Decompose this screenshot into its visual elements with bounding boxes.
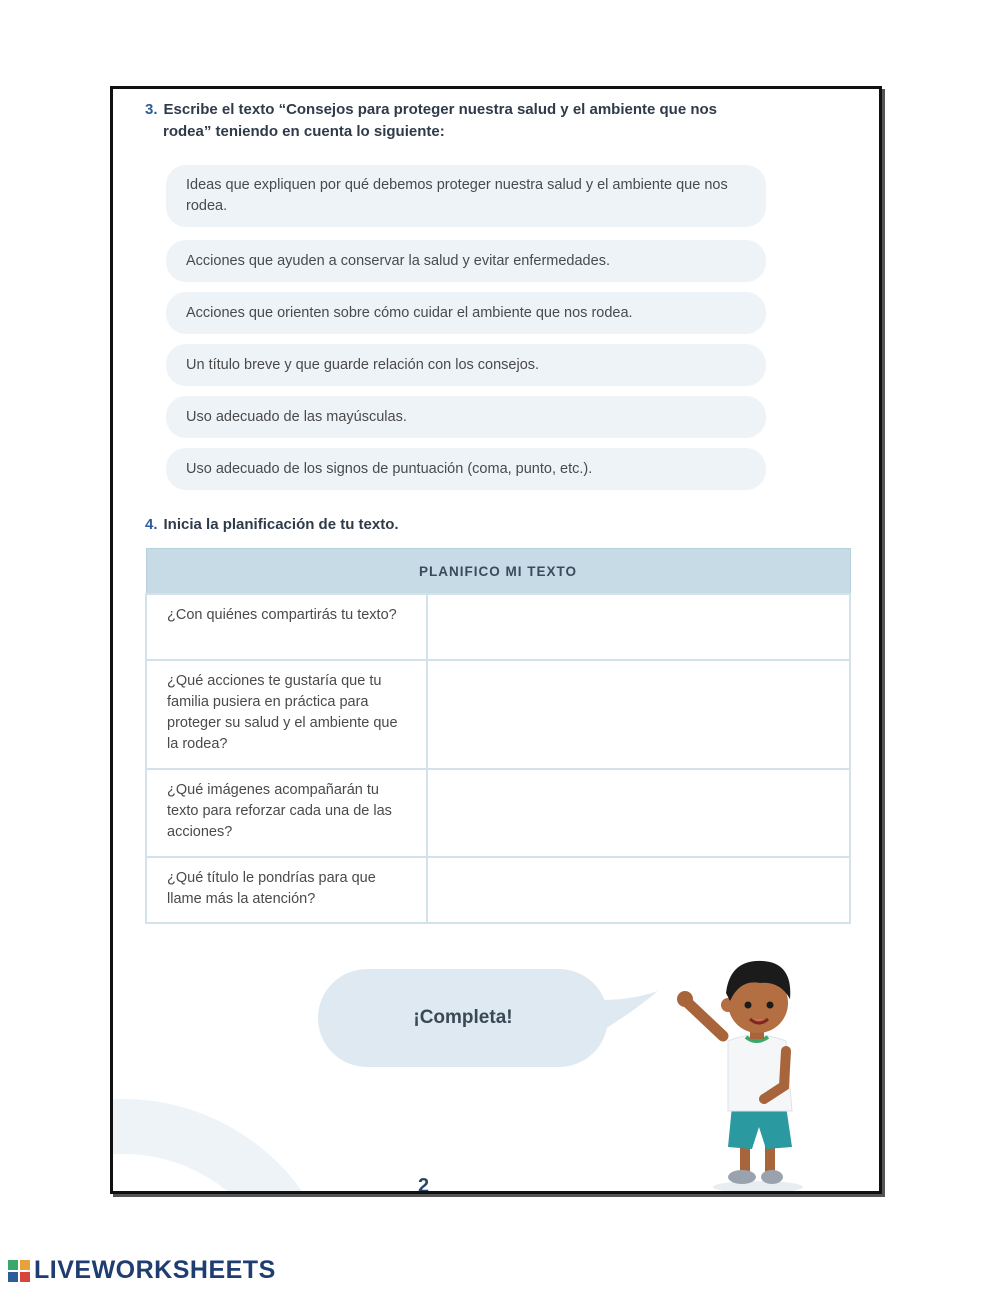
table-question-cell: ¿Qué acciones te gustaría que tu familia pusiera en práctica para proteger su salud y el ambiente que la rodea? [146, 660, 427, 769]
criteria-item: Un título breve y que guarde relación con los consejos. [166, 344, 766, 386]
question-3-line1: Escribe el texto “Consejos para proteger nuestra salud y el ambiente que nos [163, 101, 718, 118]
boy-illustration-icon [668, 941, 803, 1191]
table-question-cell: ¿Qué imágenes acompañarán tu texto para reforzar cada una de las acciones? [146, 769, 427, 857]
criteria-item: Uso adecuado de las mayúsculas. [166, 396, 766, 438]
question-4 [145, 516, 399, 533]
table-answer-cell[interactable] [427, 769, 850, 857]
page-number: 2 [418, 1175, 430, 1194]
criteria-item: Ideas que expliquen por qué debemos proteger nuestra salud y el ambiente que nos rodea. [166, 165, 766, 227]
question-3-line2: rodea” teniendo en cuenta lo siguiente: [163, 123, 445, 140]
criteria-item: Acciones que orienten sobre cómo cuidar el ambiente que nos rodea. [166, 292, 766, 334]
table-row [146, 769, 850, 857]
table-row [146, 660, 850, 769]
worksheet-page [110, 86, 882, 1194]
liveworksheets-logo [8, 1256, 276, 1285]
planning-table [145, 548, 851, 924]
question-4-text: Inicia la planificación de tu texto. [163, 516, 399, 533]
criteria-item: Uso adecuado de los signos de puntuación (coma, punto, etc.). [166, 448, 766, 490]
table-row [146, 594, 850, 660]
table-answer-cell[interactable] [427, 857, 850, 923]
table-answer-cell[interactable] [427, 594, 850, 660]
table-question-cell: ¿Qué título le pondrías para que llame más la atención? [146, 857, 427, 923]
speech-bubble-text: ¡Completa! [413, 1007, 513, 1028]
question-3-number: 3. [145, 101, 158, 118]
table-question-cell: ¿Con quiénes compartirás tu texto? [146, 594, 427, 660]
question-4-number: 4. [145, 516, 158, 533]
question-3 [145, 99, 845, 143]
logo-grid-icon [8, 1260, 30, 1282]
brand-name: LIVEWORKSHEETS [34, 1256, 276, 1284]
planning-table-header: PLANIFICO MI TEXTO [146, 549, 850, 595]
decorative-arc [110, 1099, 343, 1194]
table-row [146, 857, 850, 923]
criteria-item: Acciones que ayuden a conservar la salud y evitar enfermedades. [166, 240, 766, 282]
speech-bubble [318, 969, 608, 1067]
table-answer-cell[interactable] [427, 660, 850, 769]
